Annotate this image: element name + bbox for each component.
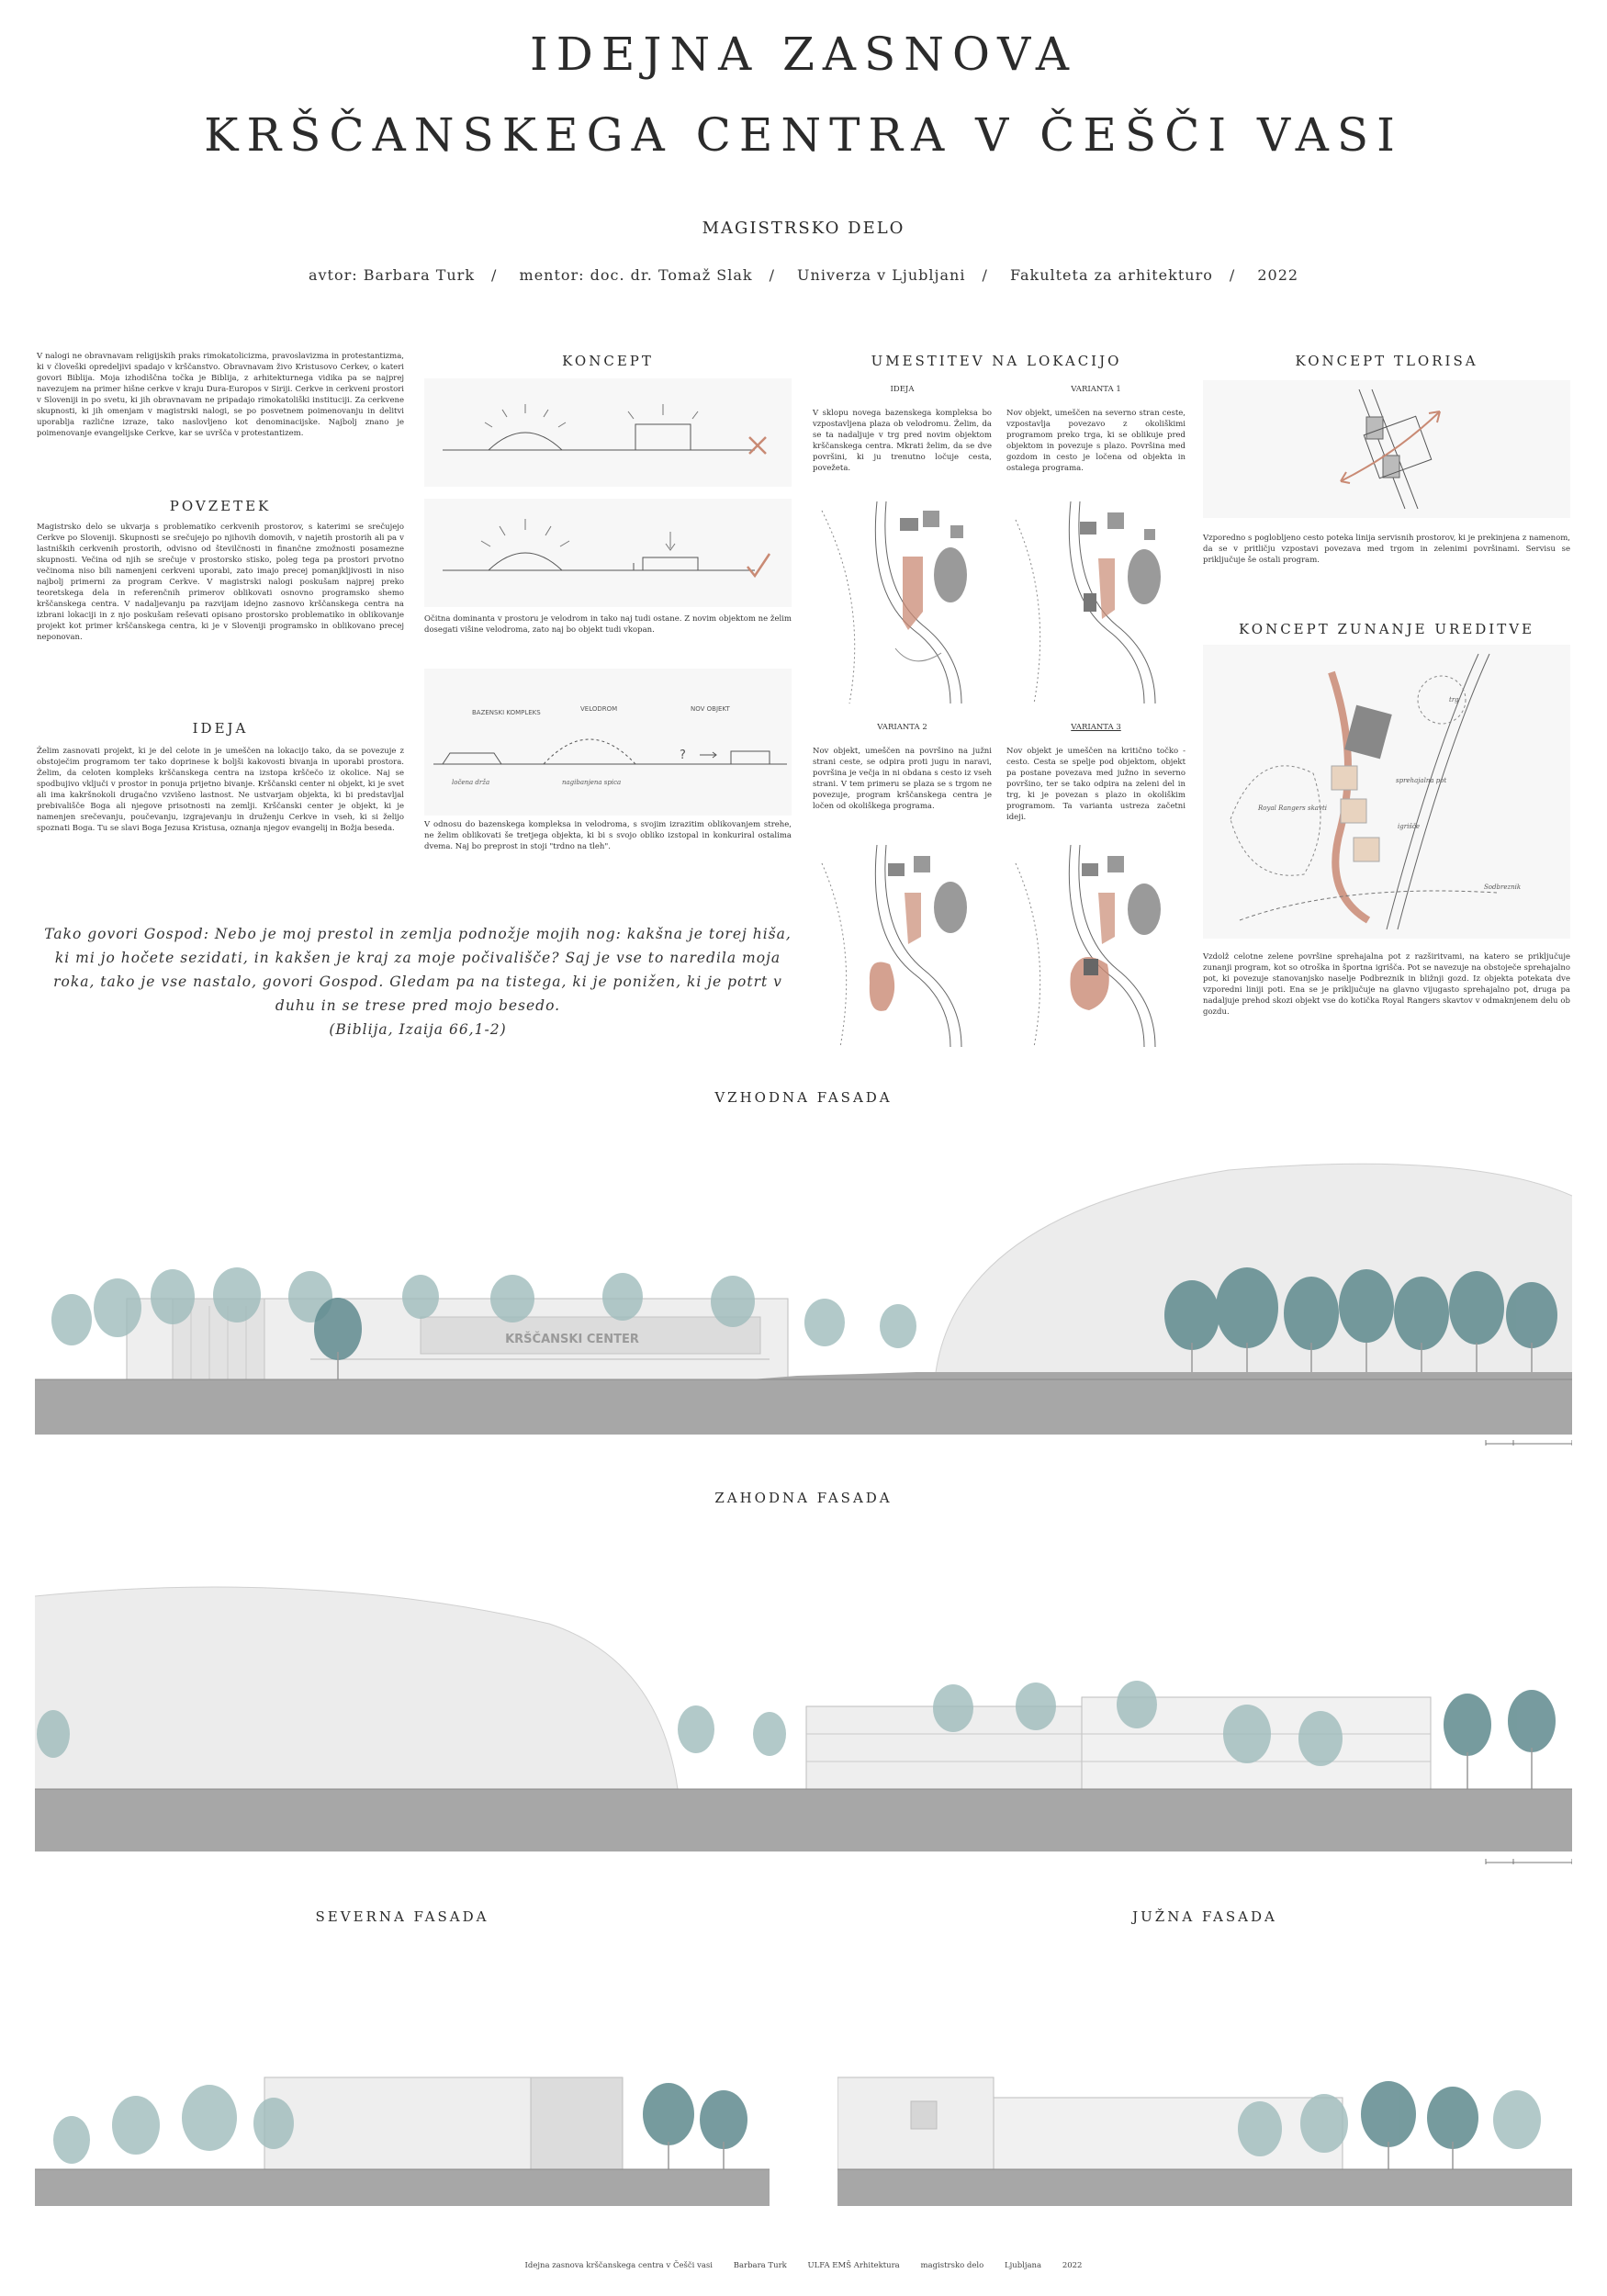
sketch-label: BAZENSKI KOMPLEKS — [472, 709, 541, 716]
author-line: avtor: Barbara Turk / mentor: doc. dr. Tomaž Slak / Univerza v Ljubljani / Fakulteta za arhitekturo / 2022 — [308, 266, 1299, 284]
footer-city: Ljubljana — [1004, 2261, 1042, 2270]
sketch-label: VELODROM — [580, 705, 618, 713]
footer-author: Barbara Turk — [733, 2261, 787, 2270]
map-label: trg — [1449, 696, 1459, 703]
svg-text:?: ? — [680, 748, 686, 762]
koncept-sketch-3 — [424, 669, 792, 816]
povzetek-heading: POVZETEK — [169, 498, 272, 514]
koncept-caption-2: V odnosu do bazenskega kompleksa in velodroma, s svojim izrazitim oblikovanjem strehe, ne želim oblikovati še tretjega objekta, ki bi s svojo obliko izstopal in konkuriral ostalima dvema. Naj bo preprost in stoji "trdno na tleh". — [424, 820, 792, 851]
footer-year: 2022 — [1062, 2261, 1083, 2270]
variant-3-text: Nov objekt je umeščen na kritično točko - cesto. Cesta se spelje pod objektom, objekt pa postane povezava med južno in severno površino, ter se tako odpira na zeleni del in trg, ki je povezan s plazo in okoliškim programom. Ta varianta ustreza začetni ideji. — [1006, 747, 1186, 822]
koncept-tlorisa-heading: KONCEPT TLORISA — [1295, 353, 1478, 369]
subtitle: MAGISTRSKO DELO — [702, 219, 905, 238]
footer — [0, 2261, 1607, 2270]
koncept-sketch-2 — [424, 499, 792, 607]
title-line-1: IDEJNA ZASNOVA — [530, 28, 1077, 81]
variant-1-label: VARIANTA 1 — [1071, 385, 1121, 394]
koncept-tlorisa-caption: Vzporedno s poglobljeno cesto poteka linija servisnih prostorov, ki je prekinjena z namenom, da se v pritličju vzpostavi povezava med trgom in zelenimi površinami. Servisu se priključuje še ostali program. — [1203, 534, 1570, 565]
west-facade-drawing — [35, 1550, 1572, 1872]
ideja-text: Želim zasnovati projekt, ki je del celote in je umeščen na lokacijo tako, da se povezuje z obstoječim programom ter tako doprinese k boljši kakovosti bivanja in uporabi prostora. Želim, da celoten kompleks krščanskega centra na izstopa krščečo iz okolice. Naj se spodbujivo vključi v prostor in ponuja prijetno bivanje. Krščanski center ni objekt, ki je svet ali ima kakršnokoli drugačno vzvišeno lastnost. Ne ustvarjam objekta, ki bi predstavljal prebivališče Boga ali njegove prisotnosti na zemlji. Krščanski center je objekt, ki je namenjen srečevanju, poučevanju, izgrajevanju in druženju Cerkve in vseh, ki si želijo spoznati Boga. Tu se slavi Boga Jezusa Kristusa, oznanja njegov evangelij in Božja beseda. — [37, 747, 404, 833]
ideja-placement-text: V sklopu novega bazenskega kompleksa bo vzpostavljena plaza ob velodromu. Želim, da se ta nadaljuje v trg pred novim objektom krščanskega centra. Mkrati želim, da se dve površini, ki ju trenutno ločuje cesta, povežeta. — [813, 409, 992, 473]
koncept-sketch-1 — [424, 378, 792, 487]
map-label: Sodbreznik — [1484, 884, 1522, 891]
koncept-heading: KONCEPT — [562, 353, 654, 369]
intro-text: V nalogi ne obravnavam religijskih praks rimokatolicizma, pravoslavizma in protestantizma, ki v človeški opredeljivi spadajo v krščanstvo. Obravnavam živo Kristusovo Cerkev, o kateri govori Biblija. Moja izhodiščna točka je Biblija, z arhitekturnega vidika pa se najprej navezujem na primer hišne cerkve v kraju Dura-Europos v Siriji. Cerkve in cerkveni prostori v Sloveniji in po svetu, ki jih obravnavam ne pripadajo rimokatoliški instituciji. Za cerkvene skupnosti, ki jih omenjam v magistrski nalogi, se po posvetnem poimenovanju in delitvi uporablja različne izraze, tako naslovljeno kot denominacijske. Najbolj znano je poimenovanje evangelijske Cerkve, kar se uvršča v protestantizem. — [37, 352, 404, 438]
north-facade-drawing — [35, 2022, 770, 2215]
east-facade-heading: VZHODNA FASADA — [714, 1089, 893, 1106]
map-label: igrišče — [1398, 823, 1420, 830]
quote-source: (Biblija, Izaija 66,1-2) — [329, 1021, 507, 1038]
variant-3-label: VARIANTA 3 — [1071, 723, 1121, 732]
quote-line: ki mi jo hočete sezidati, in kakšen je kraj za moje počivališče? Saj je vse to naredila moja — [54, 950, 781, 966]
landscape-concept-map — [1203, 645, 1570, 939]
sketch-label: NOV OBJEKT — [691, 705, 730, 713]
koncept-zunanje-heading: KONCEPT ZUNANJE UREDITVE — [1238, 621, 1535, 637]
koncept-caption-1: Očitna dominanta v prostoru je velodrom in tako naj tudi ostane. Z novim objektom ne želim dosegati višine velodroma, zato naj bo objekt tudi vkopan. — [424, 614, 792, 635]
quote-line: duhu in se trese pred mojo besedo. — [275, 997, 561, 1014]
south-facade-drawing — [837, 2022, 1572, 2215]
ideja-label: IDEJA — [890, 385, 915, 394]
quote-line: roka, tako je vse nastalo, govori Gospod. Gledam pa na tistega, ki je ponižen, ki je potrt v — [53, 974, 782, 990]
site-map-variant-2 — [813, 836, 1001, 1056]
map-label: Royal Rangers skavti — [1258, 805, 1327, 812]
ideja-heading: IDEJA — [192, 720, 249, 737]
umestitev-heading: UMESTITEV NA LOKACIJO — [871, 353, 1122, 369]
floor-plan-concept-diagram — [1203, 380, 1570, 518]
map-label: sprehajalna pot — [1396, 777, 1447, 784]
footer-type: magistrsko delo — [920, 2261, 984, 2270]
mentor: mentor: doc. dr. Tomaž Slak — [519, 266, 753, 284]
footer-program: ULFA EMŠ Arhitektura — [807, 2261, 900, 2270]
sketch-label: ločena drža — [452, 779, 490, 786]
site-map-ideja — [813, 492, 1001, 708]
variant-1-text: Nov objekt, umeščen na severno stran ceste, vzpostavlja povezavo z okoliškimi programom preko trga, ki se oblikuje pred objektom in povezuje s plazo. Površina med gozdom in cesto je ločena od objekta in ostalega programa. — [1006, 409, 1186, 473]
university: Univerza v Ljubljani — [797, 266, 966, 284]
south-facade-heading: JUŽNA FASADA — [1132, 1908, 1277, 1925]
site-map-variant-1 — [1006, 492, 1195, 708]
faculty: Fakulteta za arhitekturo — [1009, 266, 1213, 284]
sketch-label: nagibanjena spica — [562, 779, 622, 786]
variant-2-text: Nov objekt, umeščen na površino na južni strani ceste, se odpira proti jugu in naravi, površina je večja in ni obdana s cesto iz vseh strani. V tem primeru se plaza se s trgom ne povezuje, program krščanskega centra je ločen od okoliškega programa. — [813, 747, 992, 811]
footer-project: Idejna zasnova krščanskega centra v Češči vasi — [524, 2261, 713, 2270]
povzetek-text: Magistrsko delo se ukvarja s problematiko cerkvenih prostorov, s katerimi se srečujejo Cerkve po Sloveniji. Skupnosti se srečujejo po njihovih domovih, v najetih prostorih ali pa v lastniških cerkvenih prostorih, odvisno od številčnosti in finančne zmožnosti posamezne skupnosti. Večina od njih se srečuje v prostorsko stisko, poleg tega pa prostori prvotno večinoma niso bili namenjeni cerkveni uporabi, zato imajo precej pomanjkljivosti in niso najbolj primerni za program Cerkve. V magistrski nalogi poskušam najprej preko teoretskega dela in referenčnih primerov oblikovati osnovno programsko shemo krščanskega centra. V nadaljevanju pa razvijam idejno zasnovo krščanskega centra na izbrani lokaciji in z njo poskušam reševati opisano prostorsko problematiko in oblikovanje projekt kot primer krščanskega centra, ki je v Sloveniji programsko in oblikovano precej neponovan. — [37, 523, 404, 642]
site-map-variant-3 — [1006, 836, 1195, 1056]
author: avtor: Barbara Turk — [308, 266, 476, 284]
west-facade-heading: ZAHODNA FASADA — [714, 1490, 893, 1506]
east-facade-drawing — [35, 1159, 1572, 1451]
bible-quote — [37, 922, 799, 1041]
year: 2022 — [1257, 266, 1299, 284]
quote-line: Tako govori Gospod: Nebo je moj prestol in zemlja podnožje mojih nog: kakšna je torej hiša, — [44, 926, 792, 942]
variant-2-label: VARIANTA 2 — [877, 723, 927, 732]
koncept-zunanje-caption: Vzdolž celotne zelene površine sprehajalna pot z razširitvami, na katero se priključuje zunanji program, kot so otroška in športna igrišča. Pot se navezuje na obstoječe sprehajalno pot, ki povezuje stanovanjsko naselje Podbreznik in bližnji gozd. Iz objekta potekata dve vzporedni liniji poti. Ena se je priključuje na glavno vijugasto sprehajalno pot, druga pa nadaljuje prehod skozi objekt vse do kotička Royal Rangers skavtov v odmaknjenem delu ob gozdu. — [1203, 952, 1570, 1017]
title-line-2: KRŠČANSKEGA CENTRA V ČEŠČI VASI — [204, 108, 1403, 162]
north-facade-heading: SEVERNA FASADA — [315, 1908, 489, 1925]
building-sign: KRŠČANSKI CENTER — [505, 1333, 639, 1346]
